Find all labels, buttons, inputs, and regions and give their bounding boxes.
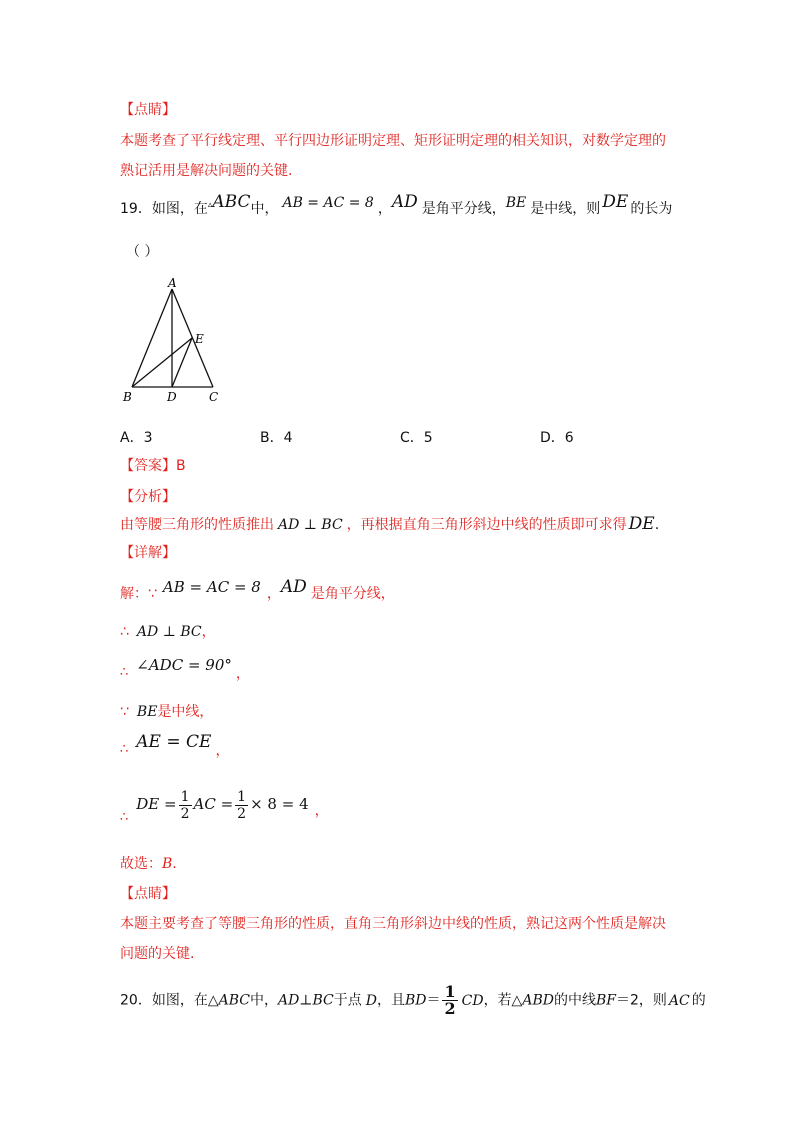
choose-letter: B bbox=[162, 856, 173, 872]
fraction-denominator: 2 bbox=[180, 805, 190, 822]
step5-ac: AC = bbox=[193, 795, 234, 813]
q20-qie: ，且 bbox=[376, 992, 405, 1009]
step5-de: DE = bbox=[136, 795, 177, 813]
step-1 bbox=[120, 622, 216, 642]
therefore-symbol: ∴ bbox=[120, 742, 129, 757]
step2-end: ， bbox=[235, 666, 250, 682]
solution-comma: ， bbox=[266, 586, 281, 602]
q19-stem bbox=[120, 192, 673, 221]
side-ab bbox=[132, 289, 172, 387]
q19-eq: AB = AC = 8 bbox=[282, 195, 374, 211]
step1-end: ， bbox=[201, 624, 216, 640]
q19-ad: AD bbox=[391, 192, 418, 212]
label-a: A bbox=[168, 276, 177, 290]
therefore-symbol: ∴ bbox=[120, 624, 129, 640]
step1-expr: AD ⊥ BC bbox=[136, 624, 202, 640]
because-symbol: ∵ bbox=[120, 704, 129, 720]
q20-d: D bbox=[365, 992, 377, 1009]
q20-bd: BD bbox=[404, 992, 427, 1009]
option-a: A．3 bbox=[120, 430, 153, 446]
segment-be bbox=[132, 338, 192, 387]
q20-ac: AC bbox=[668, 992, 690, 1009]
answer-value: B bbox=[176, 458, 186, 474]
answer-heading: 【答案】 bbox=[120, 458, 176, 474]
q19-number: 19．如图，在 bbox=[120, 201, 208, 217]
solution-intro bbox=[120, 577, 395, 604]
fraction-denominator: 2 bbox=[237, 805, 247, 822]
fraction-numerator: 1 bbox=[180, 788, 190, 805]
choose-end: . bbox=[172, 856, 177, 872]
step5-end: ， bbox=[314, 803, 329, 819]
option-d: D．6 bbox=[540, 430, 574, 446]
q20-zx: 的中线 bbox=[553, 992, 596, 1009]
step-3 bbox=[120, 702, 213, 722]
remark-heading: 【点睛】 bbox=[120, 886, 176, 902]
fraction-half bbox=[179, 789, 192, 822]
q20-lead: 20．如图，在△ bbox=[120, 992, 219, 1009]
step2-expr: ∠ADC = 90° bbox=[136, 656, 232, 674]
option-c: C．5 bbox=[400, 430, 433, 446]
q19-length-text: 的长为 bbox=[630, 201, 673, 217]
remark-line1: 本题主要考查了等腰三角形的性质，直角三角形斜边中线的性质，熟记这两个性质是解决 bbox=[120, 916, 666, 932]
label-c: C bbox=[209, 390, 219, 404]
choose-line bbox=[120, 854, 177, 874]
detail-heading: 【详解】 bbox=[120, 545, 176, 561]
label-d: D bbox=[167, 390, 177, 404]
solution-bisector: 是角平分线， bbox=[310, 586, 395, 602]
q19-text: 中， bbox=[250, 201, 279, 217]
step5-tail: × 8 = 4 bbox=[250, 795, 309, 813]
q19-paren: （ ） bbox=[126, 244, 159, 260]
q19-bisector-text: 是角平分线， bbox=[421, 201, 506, 217]
solution-ad: AD bbox=[280, 577, 307, 597]
triangle-figure bbox=[115, 275, 235, 405]
q20-eq: ＝ bbox=[426, 992, 441, 1009]
analysis-end: . bbox=[654, 517, 660, 533]
q20-zhong: 中， bbox=[249, 992, 278, 1009]
prev-remark-line2: 熟记活用是解决问题的关键. bbox=[120, 163, 293, 179]
q20-bf: BF bbox=[595, 992, 616, 1009]
fraction-half-2 bbox=[235, 789, 248, 822]
q19-triangle-name: ABC bbox=[212, 192, 251, 212]
q20-fraction bbox=[442, 984, 457, 1017]
analysis-pre: 由等腰三角形的性质推出 bbox=[120, 517, 274, 533]
label-e: E bbox=[195, 332, 204, 346]
analysis-heading: 【分析】 bbox=[120, 489, 176, 505]
q20-de: 的 bbox=[691, 992, 706, 1009]
step3-text: 是中线， bbox=[157, 704, 214, 720]
q20-cd: CD bbox=[461, 992, 484, 1009]
step3-be: BE bbox=[136, 704, 158, 720]
q20-eq2: ＝2，则 bbox=[615, 992, 667, 1009]
therefore-symbol: ∴ bbox=[120, 810, 129, 825]
q20-abd: ABD bbox=[522, 992, 554, 1009]
analysis-de: DE bbox=[628, 514, 655, 534]
step-2 bbox=[120, 655, 250, 682]
solution-since: 解：∵ bbox=[120, 586, 157, 602]
q19-median-text: 是中线，则 bbox=[530, 201, 601, 217]
option-b: B．4 bbox=[260, 430, 293, 446]
q19-be: BE bbox=[505, 195, 527, 211]
q20-perp: AD⊥BC bbox=[277, 992, 334, 1009]
analysis-perp: AD ⊥ BC bbox=[278, 517, 343, 533]
q20-stem bbox=[120, 984, 706, 1017]
analysis-text bbox=[120, 514, 659, 535]
answer-line bbox=[120, 456, 186, 476]
solution-eq: AB = AC = 8 bbox=[162, 578, 261, 596]
triangle-symbol: ▵ bbox=[207, 200, 213, 210]
q20-abc: ABC bbox=[218, 992, 250, 1009]
remark-line2: 问题的关键. bbox=[120, 946, 195, 962]
label-b: B bbox=[123, 390, 132, 404]
q19-de: DE bbox=[602, 192, 629, 212]
q20-ruo: ，若△ bbox=[483, 992, 523, 1009]
fraction-numerator: 1 bbox=[444, 982, 456, 1001]
analysis-mid: ，再根据直角三角形斜边中线的性质即可求得 bbox=[346, 517, 627, 533]
prev-remark-line1: 本题考查了平行线定理、平行四边形证明定理、矩形证明定理的相关知识，对数学定理的 bbox=[120, 133, 666, 149]
therefore-symbol: ∴ bbox=[120, 665, 129, 680]
fraction-denominator: 2 bbox=[444, 999, 456, 1018]
q20-yudian: 于点 bbox=[333, 992, 362, 1009]
choose-text: 故选： bbox=[120, 856, 162, 872]
step-4 bbox=[120, 732, 230, 759]
q19-comma: ， bbox=[377, 201, 392, 217]
step-5 bbox=[120, 786, 329, 824]
step4-end: ， bbox=[215, 743, 230, 759]
prev-remark-heading: 【点睛】 bbox=[120, 102, 176, 118]
step4-expr: AE = CE bbox=[136, 732, 212, 752]
fraction-numerator: 1 bbox=[237, 788, 247, 805]
